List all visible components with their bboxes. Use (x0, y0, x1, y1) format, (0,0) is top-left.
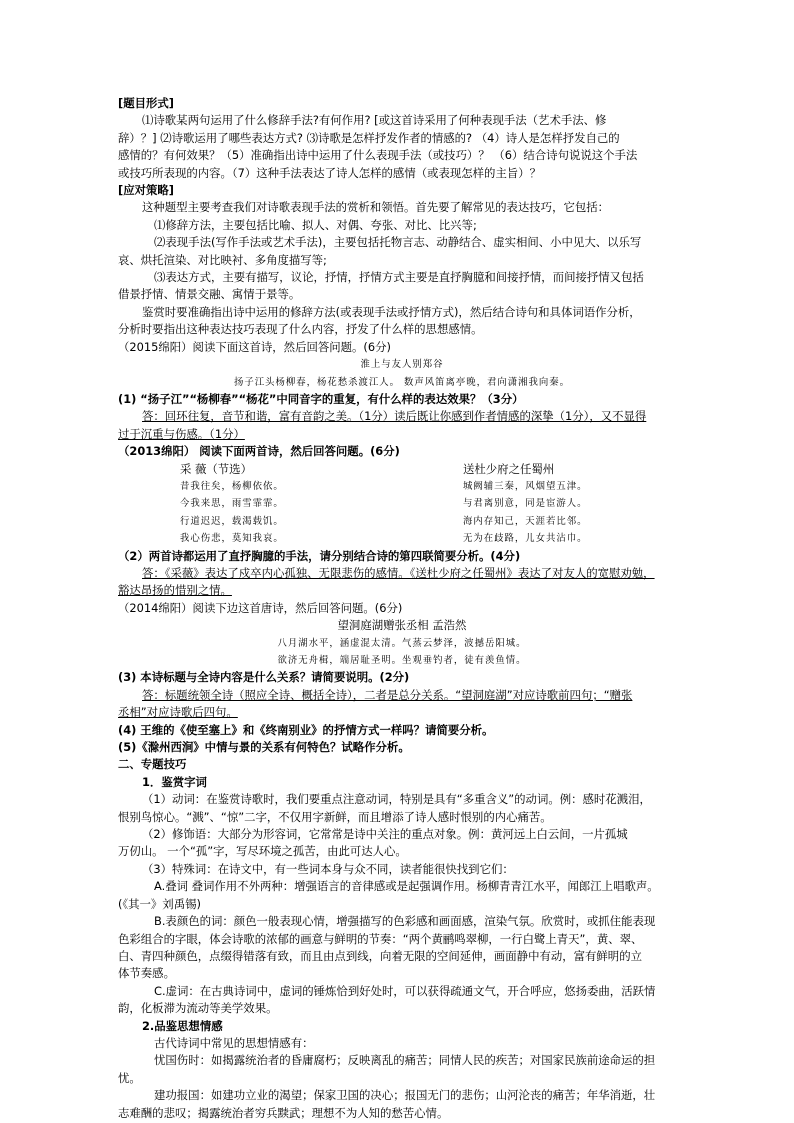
text-line: 辞）？] ⑵诗歌运用了哪些表达方式? ⑶诗歌是怎样抒发作者的情感的? （4）诗人是怎样抒发自己的 (118, 130, 620, 145)
poem-line: 与君离别意，同是宦游人。 (463, 498, 588, 510)
text-line: C.虚词：在古典诗词中，虚词的锤炼恰到好处时，可以获得疏通文气，开合呼应，悠扬委曲，活跃情 (154, 983, 656, 998)
document-page (118, 95, 686, 1122)
text-line: ⑴修辞方法，主要包括比喻、拟人、对偶、夸张、对比、比兴等; (154, 217, 477, 232)
text-line: B.表颜色的词：颜色一般表现心情，增强描写的色彩感和画面感，渲染气氛。欣赏时，或抓住能表现 (154, 914, 656, 929)
text-line: （2）修饰语：大部分为形容词，它常常是诗中关注的重点对象。例：黄河远上白云间，一片孤城 (142, 827, 628, 842)
poem-line: 城阙辅三秦，风烟望五津。 (463, 480, 588, 492)
poem-line: 海内存知己，天涯若比邻。 (463, 515, 588, 527)
poem-line: 行道迟迟，载渴载饥。 (180, 515, 284, 527)
text-line: 色彩组合的字眼，体会诗歌的浓郁的画意与鲜明的节奏：“两个黄鹂鸣翠柳，一行白鹭上青天”，黄、翠、 (118, 931, 643, 946)
poem-line: 八月湖水平，涵虚混太清。气蒸云梦泽，波撼岳阳城。 (277, 637, 527, 649)
answer: 丞相”对应诗歌后四句。 (118, 705, 238, 720)
exam-source: （2013绵阳） 阅读下面两首诗，然后回答问题。(6分) (118, 444, 400, 459)
text-line: ⑶表达方式，主要有描写，议论，抒情，抒情方式主要是直抒胸臆和间接抒情，而间接抒情又包括 (154, 270, 644, 285)
text-line: 这种题型主要考查我们对诗歌表现手法的赏析和领悟。首先要了解常见的表达技巧，它包括： (142, 200, 610, 215)
poem-line: 扬子江头杨柳春，杨花愁杀渡江人。 数声风笛离亭晚，君向潇湘我向秦。 (234, 376, 570, 388)
text-line: 万仞山。 一个“孤”字，写尽环境之孤苦，由此可达人心。 (118, 844, 407, 859)
poem-pair-titles (118, 461, 686, 478)
text-line: （1）动词：在鉴赏诗歌时，我们要重点注意动词，特别是具有“多重含义”的动词。例：感时花溅泪， (142, 792, 651, 807)
subsection-heading: 2.品鉴思想情感 (142, 1018, 223, 1033)
exam-source: （2015绵阳）阅读下面这首诗，然后回答问题。(6分) (118, 339, 391, 354)
poem-pair-row (118, 530, 686, 547)
poem-pair-row (118, 478, 686, 495)
poem-title: 淮上与友人别郑谷 (360, 359, 444, 371)
poem-line: 欲济无舟楫，端居耻圣明。坐观垂钓者，徒有羡鱼情。 (277, 655, 527, 666)
question: (3) 本诗标题与全诗内容是什么关系？请简要说明。(2分) (118, 670, 410, 685)
subsection-heading: 1．鉴赏字词 (142, 774, 207, 789)
poem-line: 昔我往矣，杨柳依依。 (180, 480, 284, 492)
text-line: A.叠词 叠词作用不外两种：增强语言的音律感或是起强调作用。杨柳青青江水平，闻郎江上唱歌声。 (154, 879, 659, 894)
text-line: 或技巧所表现的内容。（7）这种手法表达了诗人怎样的感情（或表现怎样的主旨）？ (118, 165, 542, 180)
answer: 答：标题统领全诗（照应全诗、概括全诗），二者是总分关系。“望洞庭湖”对应诗歌前四句；“赠张 (142, 687, 633, 702)
text-line: 古代诗词中常见的思想情感有： (154, 1035, 314, 1050)
answer: 豁达昂扬的惜别之情。 (118, 583, 232, 598)
text-line: 感情的？有何效果？（5）准确指出诗中运用了什么表现手法（或技巧）？ （6）结合诗句说说这个手法 (118, 148, 638, 163)
answer: 答：《采薇》表达了戍卒内心孤独、无限悲伤的感情。《送杜少府之任蜀州》表达了对友人的宽慰劝勉， (142, 565, 655, 580)
poem-line: 今我来思，雨雪霏霏。 (180, 498, 284, 510)
text-line: 借景抒情、情景交融、寓情于景等。 (118, 287, 301, 302)
text-line: 体节奏感。 (118, 966, 175, 981)
answer: 答：回环往复，音节和谐，富有音韵之美。（1分）读后既让你感到作者情感的深挚（1分），又不显得 (142, 409, 647, 424)
text-line: ⑵表现手法(写作手法或艺术手法)，主要包括托物言志、动静结合、虚实相间、小中见大、以乐写 (154, 235, 642, 250)
text-line: 忧国伤时：如揭露统治者的昏庸腐朽；反映离乱的痛苦；同情人民的疾苦；对国家民族前途命运的担 (154, 1053, 656, 1068)
question: (4) 王维的《使至塞上》和《终南别业》的抒情方式一样吗？请简要分析。 (118, 722, 494, 737)
text-line: 白、青四种颜色，点缀得错落有致，而且由点到线，向着无限的空间延伸，画面静中有动，富有鲜明的立 (118, 948, 642, 963)
poem-pair-row (118, 495, 686, 512)
section-heading: 二、专题技巧 (118, 757, 187, 772)
section-heading: [题目形式] (118, 96, 174, 110)
text-line: 忧。 (118, 1070, 141, 1085)
text-line: (《其一》刘禹锡) (118, 896, 201, 911)
text-line: 韵，化板滞为流动等美学效果。 (118, 1001, 278, 1016)
answer: 过于沉重与伤感。（1分） (118, 426, 245, 441)
question: (5)《滁州西涧》中情与景的关系有何特色？试略作分析。 (118, 740, 410, 755)
question: (1) “扬子江”“杨柳春”“杨花”中同音字的重复，有什么样的表达效果？（3分） (118, 391, 524, 406)
text-line: 志难酬的悲叹；揭露统治者穷兵黩武；理想不为人知的愁苦心情。 (118, 1105, 449, 1120)
section-heading: [应对策略] (118, 183, 174, 198)
text-line: 恨别鸟惊心。“溅”、“惊”二字，不仅用字新鲜，而且增添了诗人感时恨别的内心痛苦。 (118, 809, 552, 824)
poem-title: 采 薇（节选） (180, 461, 252, 476)
poem-title: 送杜少府之任蜀州 (463, 461, 555, 476)
poem-line: 我心伤悲，莫知我哀。 (180, 533, 284, 545)
text-line: 分析时要指出这种表达技巧表现了什么内容，抒发了什么样的思想感情。 (118, 322, 483, 337)
text-line: ⑴诗歌某两句运用了什么修辞手法?有何作用? [或这首诗采用了何种表现手法（艺术手法、修 (142, 113, 607, 128)
text-line: 建功报国：如建功立业的渴望；保家卫国的决心；报国无门的悲伤；山河沦丧的痛苦；年华消逝，壮 (154, 1088, 656, 1103)
text-line: （3）特殊词：在诗文中，有一些词本身与众不同，读者能很快找到它们： (142, 861, 514, 876)
text-line: 鉴赏时要准确指出诗中运用的修辞方法(或表现手法或抒情方式)，然后结合诗句和具体词语作分析， (142, 304, 641, 319)
poem-line: 无为在歧路，儿女共沾巾。 (463, 533, 588, 545)
poem-title: 望洞庭湖赠张丞相 孟浩然 (337, 618, 467, 633)
question: （2）两首诗都运用了直抒胸臆的手法，请分别结合诗的第四联简要分析。(4分) (118, 548, 521, 563)
exam-source: （2014绵阳）阅读下边这首唐诗，然后回答问题。(6分) (118, 600, 403, 615)
text-line: 哀、烘托渲染、对比映衬、多角度描写等; (118, 252, 327, 267)
poem-pair-row (118, 513, 686, 530)
